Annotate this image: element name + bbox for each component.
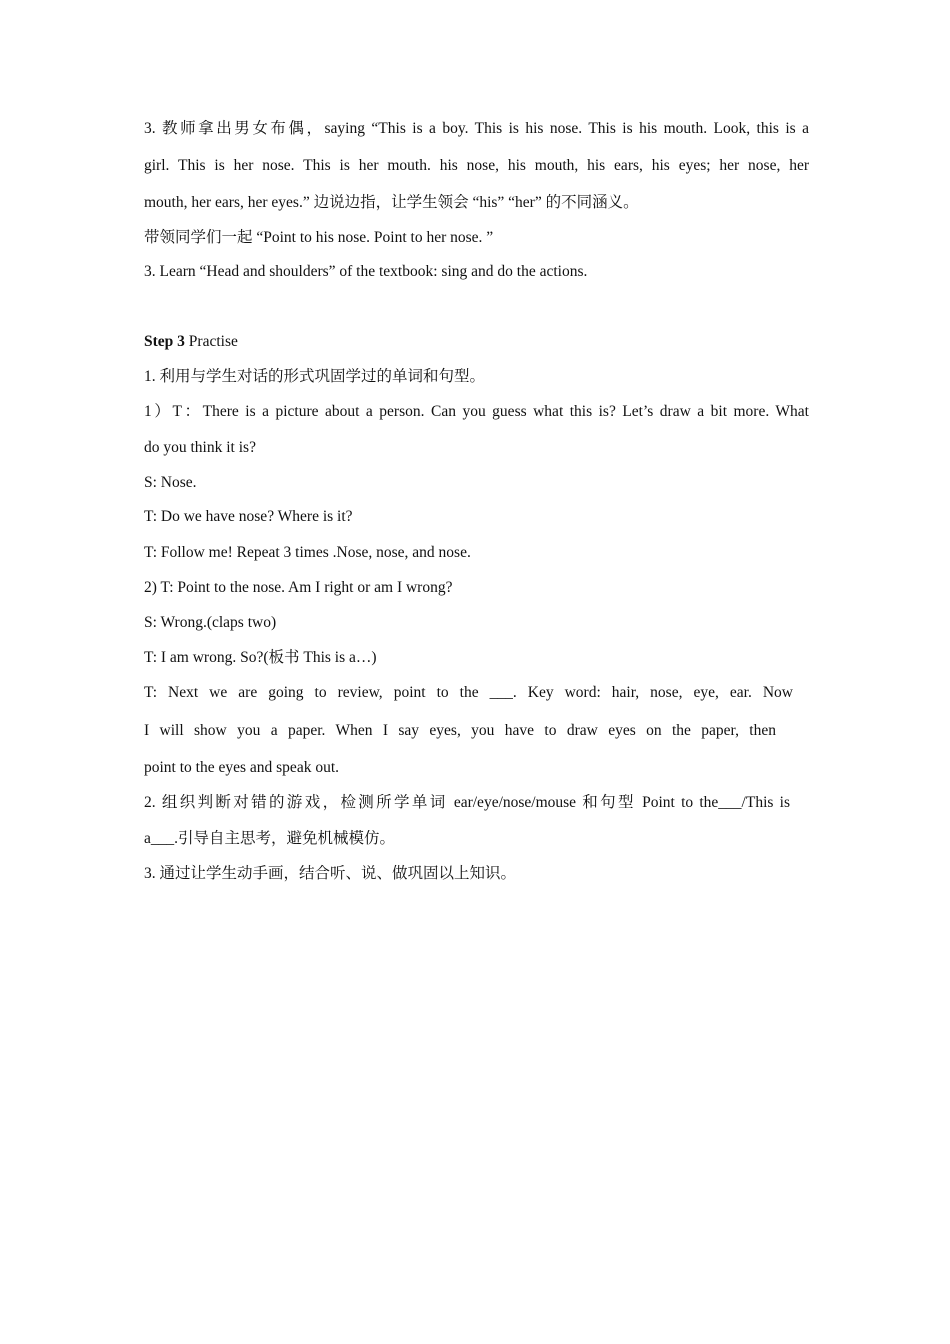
paragraph-line: 带领同学们一起 “Point to his nose. Point to her nose. ” bbox=[144, 229, 494, 246]
step-heading-label: Step 3 bbox=[144, 333, 185, 350]
paragraph-line: T: I am wrong. So?(板书 This is a…) bbox=[144, 649, 377, 666]
paragraph-line: S: Nose. bbox=[144, 474, 197, 491]
paragraph-line: 2) T: Point to the nose. Am I right or am I wrong? bbox=[144, 579, 453, 596]
paragraph-line: 1）T：There is a picture about a person. Can you guess what this is? Let’s draw a bit more. What bbox=[144, 403, 809, 420]
paragraph-line: do you think it is? bbox=[144, 439, 256, 456]
paragraph-line: I will show you a paper. When I say eyes, you have to draw eyes on the paper, then bbox=[144, 722, 776, 739]
paragraph-line: 3. 通过让学生动手画，结合听、说、做巩固以上知识。 bbox=[144, 865, 517, 882]
paragraph-line: S: Wrong.(claps two) bbox=[144, 614, 277, 631]
paragraph-line: girl. This is her nose. This is her mouth. his nose, his mouth, his ears, his eyes; her nose, her bbox=[144, 157, 809, 174]
paragraph-line: T: Next we are going to review, point to the ___. Key word: hair, nose, eye, ear. Now bbox=[144, 684, 793, 701]
paragraph-line: a___.引导自主思考，避免机械模仿。 bbox=[144, 830, 396, 847]
paragraph-line: mouth, her ears, her eyes.” 边说边指，让学生领会 “his” “her” 的不同涵义。 bbox=[144, 194, 639, 211]
step-heading-title: Practise bbox=[184, 333, 238, 350]
paragraph-line: T: Do we have nose? Where is it? bbox=[144, 508, 353, 525]
paragraph-line: 1. 利用与学生对话的形式巩固学过的单词和句型。 bbox=[144, 368, 486, 385]
paragraph-line: T: Follow me! Repeat 3 times .Nose, nose, and nose. bbox=[144, 544, 471, 561]
paragraph-line: 3. Learn “Head and shoulders” of the textbook: sing and do the actions. bbox=[144, 263, 588, 280]
paragraph-line: 2. 组织判断对错的游戏，检测所学单词 ear/eye/nose/mouse 和句型 Point to the___/This is bbox=[144, 794, 790, 811]
paragraph-line: 3. 教师拿出男女布偶，saying “This is a boy. This is his nose. This is his mouth. Look, this is a bbox=[144, 120, 809, 137]
paragraph-line: point to the eyes and speak out. bbox=[144, 759, 339, 776]
step-heading bbox=[144, 332, 809, 352]
